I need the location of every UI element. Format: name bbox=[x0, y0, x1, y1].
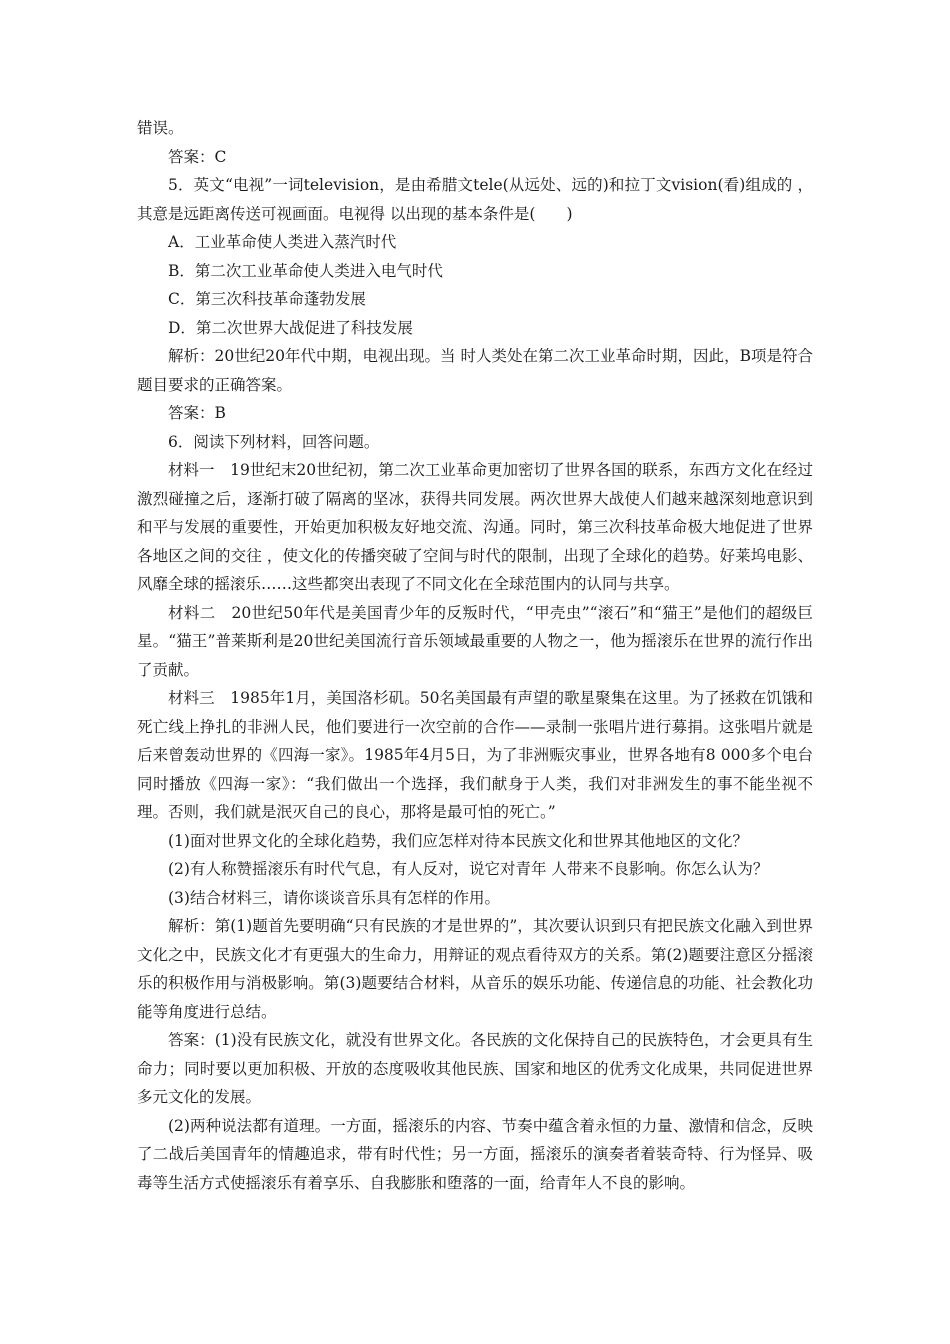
material-2: 材料二 20世纪50年代是美国青少年的反叛时代，“甲壳虫”“滚石”和“猫王”是他们的超级巨星。“猫王”普莱斯利是20世纪美国流行音乐领域最重要的人物之一，他为摇滚乐在世界的流行作出了贡献。 bbox=[137, 603, 813, 679]
question-5-option-d: D．第二次世界大战促进了科技发展 bbox=[168, 318, 413, 337]
question-5-option-b: B．第二次工业革命使人类进入电气时代 bbox=[168, 261, 443, 280]
document-body bbox=[137, 114, 813, 1197]
answer-q6-part2: (2)两种说法都有道理。一方面，摇滚乐的内容、节奏中蕴含着永恒的力量、激情和信念，反映了二战后美国青年的情趣追求，带有时代性；另一方面，摇滚乐的演奏者着装奇特、行为怪异、吸毒等生活方式使摇滚乐有着享乐、自我膨胀和堕落的一面，给青年人不良的影响。 bbox=[137, 1116, 813, 1192]
answer-q5: 答案：B bbox=[168, 404, 226, 422]
material-3: 材料三 1985年1月，美国洛杉矶。50名美国最有声望的歌星聚集在这里。为了拯救在饥饿和死亡线上挣扎的非洲人民，他们要进行一次空前的合作——录制一张唱片进行募捐。这张唱片就是后来曾轰动世界的《四海一家》。1985年4月5日，为了非洲赈灾事业，世界各地有8 000多个电台同时播放《四海一家》：“我们做出一个选择，我们献身于人类，我们对非洲发生的事不能坐视不理。否则，我们就是泯灭自己的良心，那将是最可怕的死亡。” bbox=[137, 689, 813, 821]
question-6-analysis: 解析：第(1)题首先要明确“只有民族的才是世界的”，其次要认识到只有把民族文化融入到世界文化之中，民族文化才有更强大的生命力，用辩证的观点看待双方的关系。第(2)题要注意区分摇滚乐的积极作用与消极影响。第(3)题要结合材料，从音乐的娱乐功能、传递信息的功能、社会教化功能等角度进行总结。 bbox=[137, 917, 813, 1021]
answer-q4: 答案：C bbox=[168, 147, 227, 166]
paragraph-error-tail: 错误。 bbox=[137, 119, 184, 137]
sub-question-2: (2)有人称赞摇滚乐有时代气息，有人反对，说它对青年 人带来不良影响。你怎么认为？ bbox=[168, 860, 769, 878]
question-5-stem: 5．英文“电视”一词television，是由希腊文tele(从远处、远的)和拉丁文vision(看)组成的 ，其意是远距离传送可视画面。电视得 以出现的基本条件是( ) bbox=[137, 176, 813, 223]
material-1: 材料一 19世纪末20世纪初，第二次工业革命更加密切了世界各国的联系，东西方文化在经过激烈碰撞之后，逐渐打破了隔离的坚冰，获得共同发展。两次世界大战使人们越来越深刻地意识到和平与发展的重要性，开始更加积极友好地交流、沟通。同时，第三次科技革命极大地促进了世界各地区之间的交往 ，使文化的传播突破了空间与时代的限制，出现了全球化的趋势。好莱坞电影、风靡全球的摇滚乐……这些都突出表现了不同文化在全球范围内的认同与共享。 bbox=[137, 461, 813, 593]
question-6-stem: 6．阅读下列材料，回答问题。 bbox=[168, 432, 380, 451]
sub-question-1: (1)面对世界文化的全球化趋势，我们应怎样对待本民族文化和世界其他地区的文化？ bbox=[168, 831, 748, 850]
question-5-analysis: 解析：20世纪20年代中期，电视出现。当 时人类处在第二次工业革命时期，因此，B项是符合题目要求的正确答案。 bbox=[137, 347, 813, 394]
question-5-option-c: C．第三次科技革命蓬勃发展 bbox=[168, 290, 366, 308]
sub-question-3: (3)结合材料三，请你谈谈音乐具有怎样的作用。 bbox=[168, 888, 500, 907]
question-5-option-a: A．工业革命使人类进入蒸汽时代 bbox=[168, 233, 397, 251]
answer-q6-part1: 答案：(1)没有民族文化，就没有世界文化。各民族的文化保持自己的民族特色，才会更具有生命力；同时要以更加积极、开放的态度吸收其他民族、国家和地区的优秀文化成果，共同促进世界多元文化的发展。 bbox=[137, 1031, 813, 1106]
